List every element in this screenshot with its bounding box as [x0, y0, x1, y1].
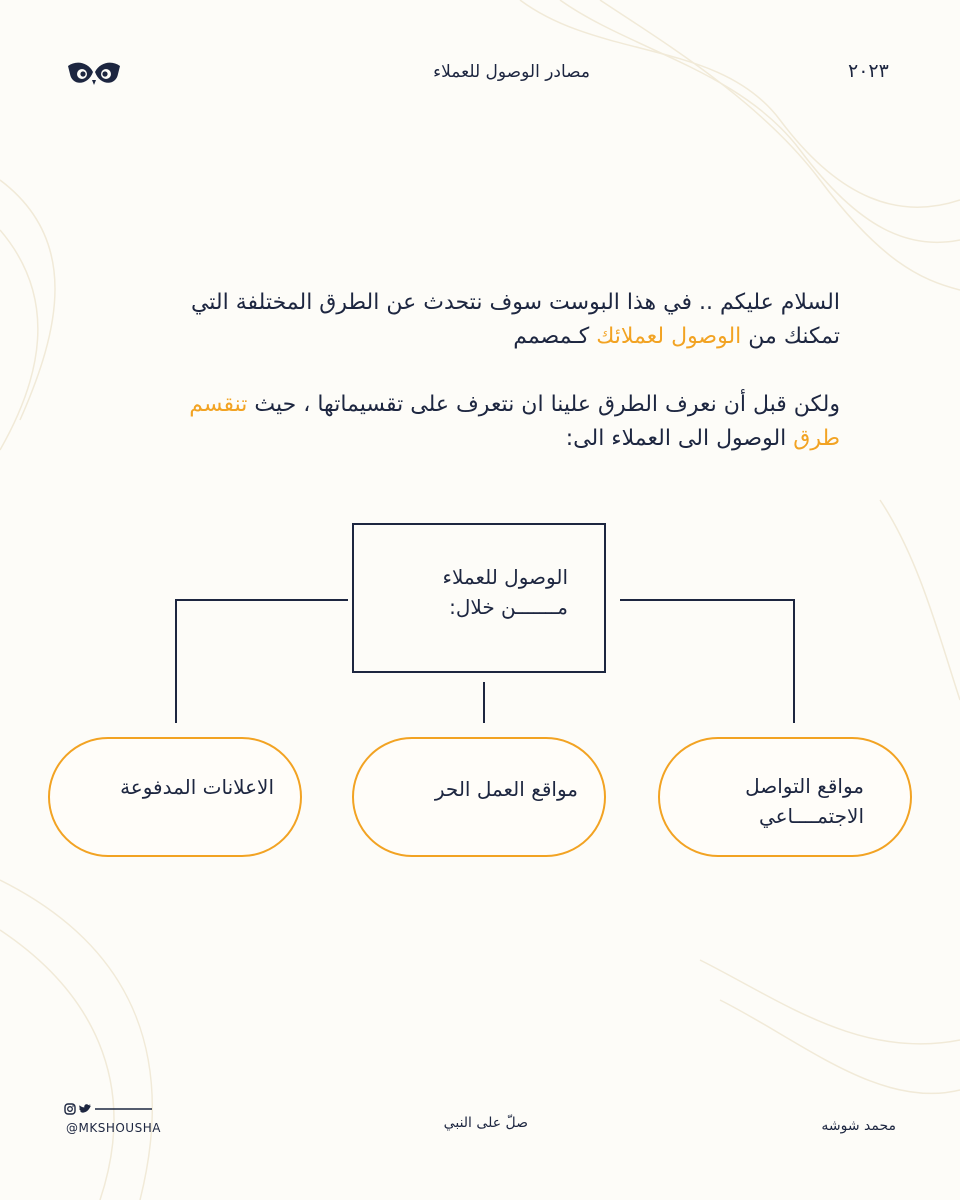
intro-highlight: الوصول لعملائك — [596, 324, 742, 349]
intro-text-segment: ولكن قبل أن نعرف الطرق علينا ان نتعرف على تقسيماتها ، حيث — [247, 392, 840, 417]
footer-prayer: صلّ على النبي — [443, 1115, 528, 1131]
center-label-line: الوصول للعملاء — [442, 565, 568, 589]
center-box-label — [372, 562, 568, 622]
footer-social-icons — [64, 1102, 154, 1116]
connector-right — [620, 600, 794, 723]
pill-freelance-label: مواقع العمل الحر — [434, 777, 578, 801]
footer-author: محمد شوشه — [821, 1118, 896, 1134]
page-title: مصادر الوصول للعملاء — [433, 62, 590, 82]
intro-highlight: تنقسم — [189, 392, 248, 417]
intro-text-segment: تمكنك من — [741, 324, 840, 349]
intro-highlight: طرق — [793, 426, 840, 451]
instagram-icon — [65, 1104, 75, 1114]
pill-label-line: مواقع التواصل — [745, 774, 864, 798]
header-year: ٢٠٢٣ — [848, 60, 889, 82]
pill-paid-ads-label: الاعلانات المدفوعة — [120, 775, 274, 799]
twitter-icon — [79, 1104, 91, 1112]
pill-label-line: الاجتمــــاعي — [758, 804, 864, 828]
intro-line: السلام عليكم .. في هذا البوست سوف نتحدث عن الطرق المختلفة التي — [190, 290, 840, 315]
intro-text-segment: الوصول الى العملاء الى: — [565, 426, 794, 451]
connector-left — [176, 600, 348, 723]
center-label-line: مـــــــن خلال: — [449, 595, 568, 619]
pill-social-media-label — [690, 771, 864, 831]
intro-text-segment: كـمصمم — [513, 324, 597, 349]
footer-handle: @MKSHOUSHA — [66, 1121, 161, 1135]
